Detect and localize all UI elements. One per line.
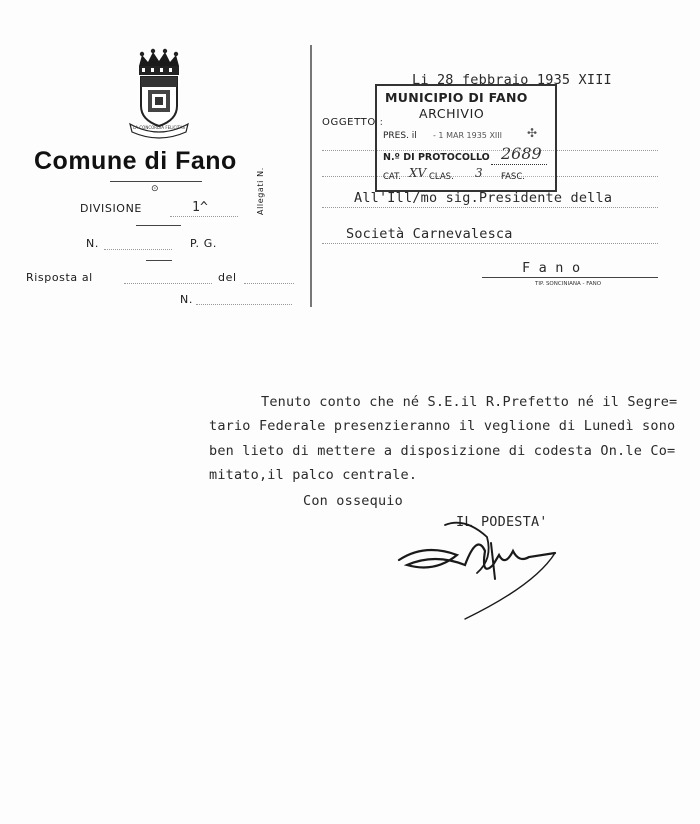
stamp-cat-value: XV bbox=[409, 166, 427, 180]
recipient-line3: F a n o bbox=[522, 260, 581, 276]
recipient-line2: Società Carnevalesca bbox=[346, 226, 513, 242]
vertical-divider bbox=[310, 45, 312, 307]
letterhead-title: Comune di Fano bbox=[34, 147, 237, 175]
n2-dotline bbox=[196, 304, 292, 305]
recipient-rule bbox=[482, 277, 658, 278]
del-dotline bbox=[244, 283, 294, 284]
closing-line: Con ossequio bbox=[303, 493, 403, 509]
body-line-4: mitato,il palco centrale. bbox=[209, 467, 418, 483]
stamp-clas-value: 3 bbox=[475, 166, 483, 180]
stamp-star-icon: ✣ bbox=[527, 126, 538, 140]
stamp-pres-label: PRES. il bbox=[383, 131, 417, 141]
stamp-clas-label: CLAS. bbox=[429, 172, 454, 182]
stamp-protocol-value: 2689 bbox=[501, 144, 542, 163]
n2-label: N. bbox=[180, 293, 193, 306]
n-dotline bbox=[104, 249, 172, 250]
body-line-1: Tenuto conto che né S.E.il R.Prefetto né il Segre= bbox=[261, 394, 678, 410]
stamp-protocol-label: N.º DI PROTOCOLLO bbox=[383, 152, 490, 163]
recipient-line1: All'Ill/mo sig.Presidente della bbox=[354, 190, 613, 206]
stamp-fasc-label: FASC. bbox=[501, 172, 525, 182]
pg-label: P. G. bbox=[190, 237, 217, 250]
signature-role: IL PODESTA' bbox=[456, 514, 548, 530]
reply-dotline bbox=[124, 283, 212, 284]
body-line-3: ben lieto di mettere a disposizione di codesta On.le Co= bbox=[209, 443, 676, 459]
stamp-cat-label: CAT. bbox=[383, 172, 401, 182]
reply-label: Risposta al bbox=[26, 271, 93, 284]
body-line-2: tario Federale presenzieranno il veglione di Lunedì sono bbox=[209, 418, 676, 434]
stamp-pres-value: - 1 MAR 1935 XIII bbox=[433, 131, 502, 140]
stamp-line1: MUNICIPIO DI FANO bbox=[385, 90, 528, 105]
printer-imprint: TIP. SONCINIANA - FANO bbox=[535, 281, 602, 287]
division-value: 1^ bbox=[192, 200, 209, 215]
allegati-label: Allegati N. bbox=[256, 167, 265, 215]
del-label: del bbox=[218, 271, 237, 284]
pg-rule bbox=[146, 260, 172, 261]
handwritten-signature bbox=[395, 515, 565, 625]
protocol-dotline bbox=[491, 164, 547, 165]
stamp-line2: ARCHIVIO bbox=[419, 106, 485, 121]
motto-text: LA CONCORDIA FELICITAS bbox=[133, 125, 185, 130]
ornament-dot: ⊙ bbox=[151, 184, 159, 194]
n-label: N. bbox=[86, 237, 99, 250]
title-rule bbox=[110, 181, 202, 182]
letter-date: Li 28 febbraio 1935 XIII bbox=[412, 72, 612, 88]
division-label: DIVISIONE bbox=[80, 202, 142, 215]
archive-stamp bbox=[375, 84, 557, 192]
oggetto-label: OGGETTO : bbox=[322, 117, 384, 128]
recipient-dotline-2 bbox=[322, 243, 658, 244]
recipient-dotline-1 bbox=[322, 207, 658, 208]
division-rule bbox=[136, 225, 181, 226]
division-dotline bbox=[170, 216, 238, 217]
